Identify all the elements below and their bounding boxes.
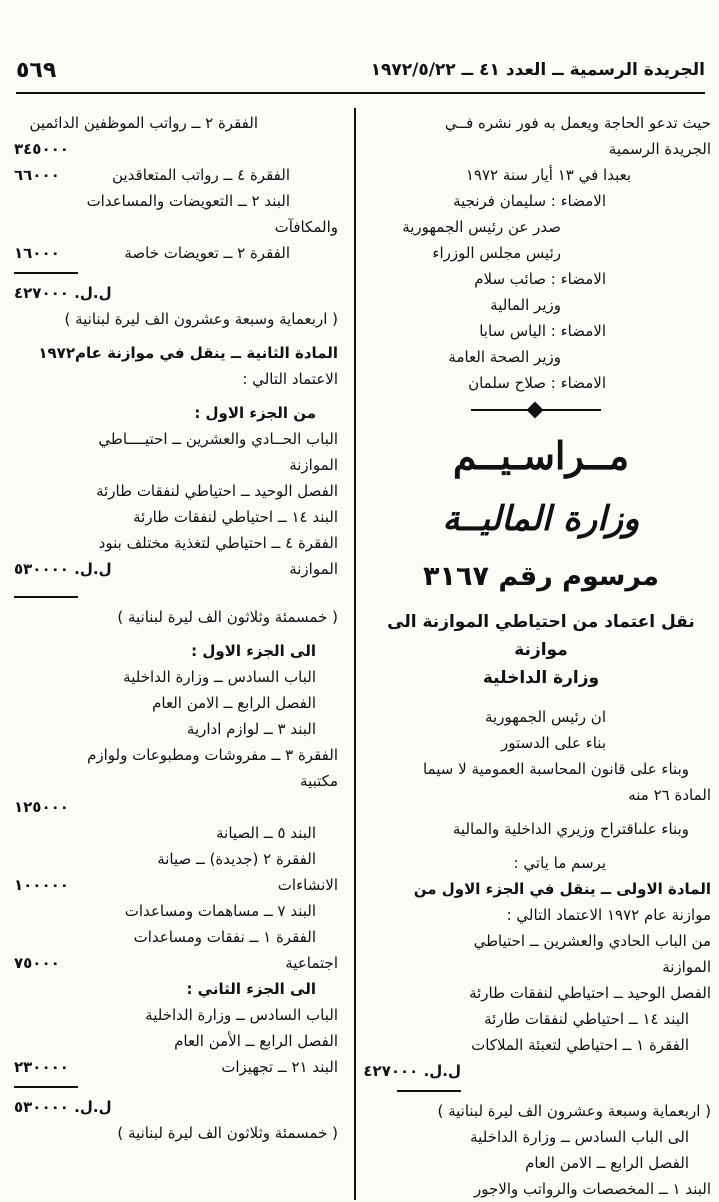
budget-line: الفصل الرابع ــ الأمن العام — [174, 1032, 338, 1050]
budget-line: الفصل الرابع ــ الامن العام — [152, 694, 316, 712]
right-column — [363, 110, 711, 1202]
preamble-line: وبناء علىاقتراح وزيري الداخلية والمالية — [452, 820, 689, 838]
official-title: وزير الصحة العامة — [448, 348, 561, 366]
article-heading: المادة الثانية ــ ينقل في موازنة عام١٩٧٢ — [38, 344, 338, 362]
part-heading: من الجزء الاول : — [194, 404, 316, 422]
budget-line: البند ٥ ــ الصيانة — [216, 824, 316, 842]
budget-line: الفقرة ٤ ــ رواتب المتعاقدين ٦٦٠٠٠ — [14, 162, 338, 188]
ornament-separator — [371, 400, 711, 420]
total-amount: ل.ل. ٤٢٧٠٠٠ — [14, 284, 112, 302]
total-in-words: ( خمسمئة وثلاثون الف ليرة لبنانية ) — [117, 608, 338, 626]
total-in-words: ( اربعماية وسبعة وعشرون الف ليرة لبنانية ) — [437, 1102, 711, 1120]
budget-line: البند ٢ ــ التعويضات والمساعدات — [86, 192, 290, 210]
amount-row — [14, 136, 338, 162]
diamond-icon — [527, 402, 544, 419]
budget-line: الفقرة ٢ ــ تعويضات خاصة ١٦٠٠٠ — [14, 240, 338, 266]
article-line: الاعتماد التالي : — [242, 370, 338, 388]
signature-line: الامضاء : الياس سابا — [479, 322, 606, 340]
decree-number: مرسوم رقم ٣١٦٧ — [423, 561, 659, 592]
budget-line: البند ١ ــ المخصصات والرواتب والاجور — [474, 1180, 711, 1198]
total-rule — [397, 1090, 461, 1092]
left-column — [14, 110, 338, 1146]
line-amount: ١٢٥٠٠٠ — [14, 798, 69, 816]
total-rule — [14, 272, 78, 274]
budget-line: البند ٧ ــ مساهمات ومساعدات — [124, 902, 316, 920]
total-in-words: ( خمسمئة وثلاثون الف ليرة لبنانية ) — [117, 1124, 338, 1142]
budget-line: الفقرة ١ ــ احتياطي لتعبئة الملاكات — [471, 1036, 689, 1054]
budget-line: الفقرة ٤ ــ احتياطي لتغذية مختلف بنود — [98, 534, 338, 552]
budget-line: الفصل الوحيد ــ احتياطي لنفقات طارئة — [96, 482, 338, 500]
date-line: بعبدا في ١٣ أيار سنة ١٩٧٢ — [465, 166, 631, 184]
total-amount: ل.ل. ٤٢٧٠٠٠ — [363, 1062, 461, 1080]
budget-line: البند ٢١ ــ تجهيزات ٢٣٠٠٠٠ — [14, 1054, 338, 1080]
total-amount: ل.ل. ٥٣٠٠٠٠ — [14, 1098, 112, 1116]
budget-line: الباب السادس ــ وزارة الداخلية — [123, 668, 316, 686]
signature-line: الامضاء : صلاح سلمان — [468, 374, 606, 392]
budget-line: اجتماعية ٧٥٠٠٠ — [14, 950, 338, 976]
total-row — [14, 1094, 338, 1120]
budget-line: الباب السادس ــ وزارة الداخلية — [145, 1006, 338, 1024]
budget-line: والمكافآت — [274, 218, 338, 236]
ministry-heading: وزارة الماليــة — [442, 499, 640, 539]
budget-line: البند ١٤ ــ احتياطي لنفقات طارئة — [133, 508, 338, 526]
budget-line: الانشاءات ١٠٠٠٠٠ — [14, 872, 338, 898]
part-heading: الى الجزء الثاني : — [186, 980, 316, 998]
intro-line: الجريدة الرسمية — [608, 140, 711, 158]
line-amount: ٧٥٠٠٠ — [14, 954, 60, 972]
preamble-line: ان رئيس الجمهورية — [484, 708, 606, 726]
decree-subject — [371, 608, 711, 692]
preamble-line: وبناء على قانون المحاسبة العمومية لا سيما — [423, 760, 689, 778]
part-heading: الى الجزء الاول : — [191, 642, 316, 660]
budget-line: مكتبية — [300, 772, 338, 790]
line-amount: ٦٦٠٠٠ — [14, 166, 60, 184]
budget-line: من الباب الحادي والعشرين ــ احتياطي — [473, 932, 711, 950]
amount-row — [14, 794, 338, 820]
budget-line: الفقرة ٢ ــ رواتب الموظفين الدائمين — [29, 114, 258, 132]
total-in-words: ( اربعماية وسبعة وعشرون الف ليرة لبنانية ) — [64, 310, 338, 328]
column-divider — [354, 108, 356, 1200]
budget-line: الموازنة ل.ل. ٥٣٠٠٠٠ — [14, 556, 338, 582]
budget-line: الباب الحــادي والعشرين ــ احتيــــاطي — [98, 430, 338, 448]
page-number: ٥٦٩ — [16, 58, 57, 83]
article-heading: المادة الاولى ــ ينقل في الجزء الاول من — [413, 880, 711, 898]
budget-line: البند ١٤ ــ احتياطي لنفقات طارئة — [484, 1010, 689, 1028]
decree-subject-line: وزارة الداخلية — [482, 668, 600, 688]
line-amount: ١٦٠٠٠ — [14, 244, 60, 262]
budget-line: الموازنة — [662, 958, 711, 976]
budget-line: الى الباب السادس ــ وزارة الداخلية — [470, 1128, 689, 1146]
signature-line: الامضاء : صائب سلام — [474, 270, 606, 288]
section-heading: مــراسـيــم — [452, 433, 630, 478]
intro-line: حيث تدعو الحاجة ويعمل به فور نشره فــي — [444, 114, 711, 132]
budget-line: الفصل الرابع ــ الامن العام — [525, 1154, 689, 1172]
total-rule — [14, 596, 78, 598]
line-amount: ١٠٠٠٠٠ — [14, 876, 69, 894]
decree-subject-line: نقل اعتماد من احتياطي الموازنة الى موازنة — [387, 612, 695, 660]
signature-line: الامضاء : سليمان فرنجية — [453, 192, 606, 210]
budget-line: البند ٣ ــ لوازم ادارية — [186, 720, 316, 738]
official-title: رئيس مجلس الوزراء — [432, 244, 561, 262]
preamble-line: بناء على الدستور — [501, 734, 606, 752]
page-header — [16, 58, 705, 94]
line-amount: ٢٣٠٠٠٠ — [14, 1058, 69, 1076]
budget-line: الفقرة ٢ (جديدة) ــ صيانة — [157, 850, 316, 868]
budget-line: الموازنة — [289, 456, 338, 474]
total-amount: ل.ل. ٥٣٠٠٠٠ — [14, 560, 112, 578]
preamble-line: المادة ٢٦ منه — [628, 786, 711, 804]
official-title: وزير المالية — [490, 296, 561, 314]
total-row — [363, 1058, 711, 1084]
total-rule — [14, 1086, 78, 1088]
article-line: موازنة عام ١٩٧٢ الاعتماد التالي : — [506, 906, 711, 924]
issued-by: صدر عن رئيس الجمهورية — [402, 218, 561, 236]
total-row — [14, 280, 338, 306]
decrees-line: يرسم ما ياتي : — [513, 854, 606, 872]
line-amount: ٣٤٥٠٠٠ — [14, 140, 69, 158]
budget-line: الفصل الوحيد ــ احتياطي لنفقات طارئة — [469, 984, 711, 1002]
budget-line: الفقرة ٣ ــ مفروشات ومطبوعات ولوازم — [87, 746, 338, 764]
gazette-issue-title: الجريدة الرسمية ــ العدد ٤١ ــ ١٩٧٢/٥/٢٢ — [370, 60, 705, 80]
budget-line: الفقرة ١ ــ نفقات ومساعدات — [133, 928, 316, 946]
